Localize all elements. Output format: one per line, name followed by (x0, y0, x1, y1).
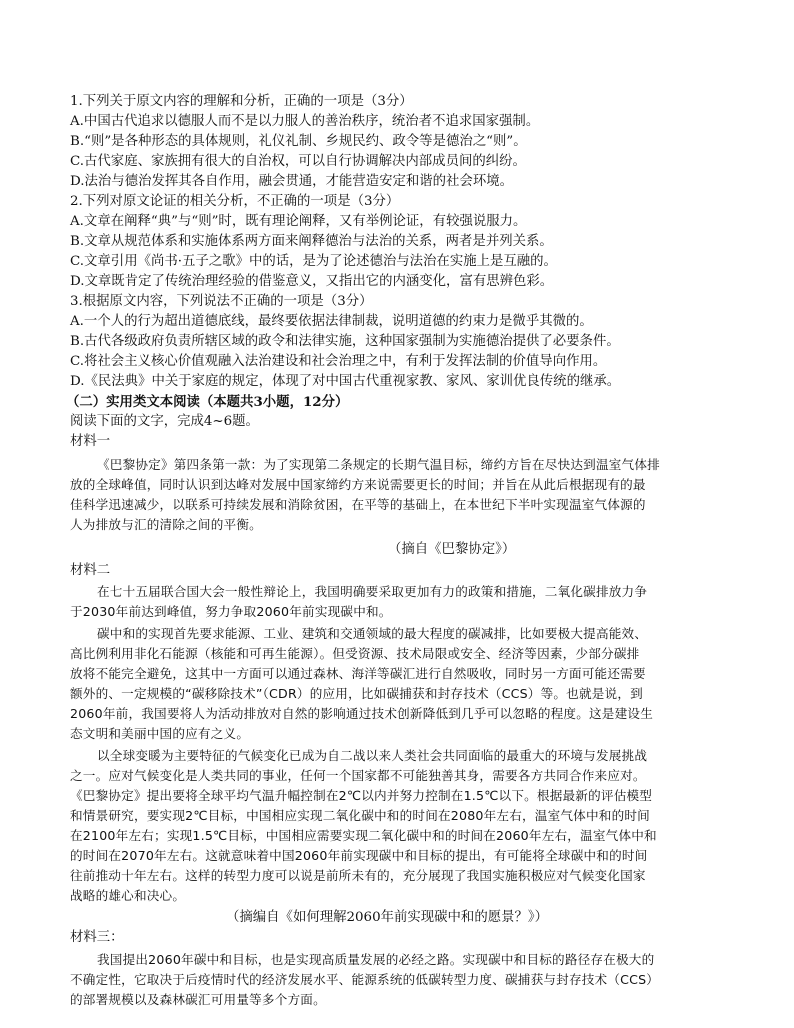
material-3-label: 材料三： (70, 930, 124, 945)
material-2-source: （摘编自《如何理解2060年前实现碳中和的愿景？》） (226, 910, 548, 925)
material-2-paragraph-1-line: 于2030年前达到峰值，努力争取2060年前实现碳中和。 (70, 604, 392, 619)
question-1-option-a: A.中国古代追求以德服人而不是以力服人的善治秩序，统治者不追求国家强制。 (70, 114, 540, 129)
material-2-paragraph-3-line: 战略的雄心和决心。 (70, 888, 186, 903)
question-3-option-c: C.将社会主义核心价值观融入法治建设和社会治理之中，有利于发挥法制的价值导向作用。 (70, 354, 607, 369)
material-1-line: 放的全球峰值，同时认识到达峰对发展中国家缔约方来说需要更长的时间；并旨在从此后根据现有的最 (70, 477, 646, 492)
material-2-paragraph-3-line: 的时间在2070年左右。这就意味着中国2060年前实现碳中和目标的提出，有可能将全球碳中和的时间 (70, 848, 648, 863)
material-2-paragraph-3-line: 之一。应对气候变化是人类共同的事业，任何一个国家都不可能独善其身，需要各方共同合作来应对。 (70, 768, 646, 783)
material-2-paragraph-1-line: 在七十五届联合国大会一般性辩论上，我国明确要采取更加有力的政策和措施，二氧化碳排放力争 (97, 584, 648, 599)
question-3-stem: 3.根据原文内容，下列说法不正确的一项是（3分） (70, 294, 373, 309)
section-heading: （二）实用类文本阅读（本题共3小题，12分） (66, 394, 349, 410)
question-1-option-d: D.法治与德治发挥其各自作用，融会贯通，才能营造安定和谐的社会环境。 (70, 174, 514, 189)
material-3-line: 我国提出2060年碳中和目标，也是实现高质量发展的必经之路。实现碳中和目标的路径存在极大的 (97, 952, 655, 967)
question-2-option-d: D.文章既肯定了传统治理经验的借鉴意义，又指出它的内涵变化，富有思辨色彩。 (70, 274, 554, 289)
material-1-line: 佳科学迅速减少，以联系可持续发展和消除贫困，在平等的基础上，在本世纪下半叶实现温室气体源的 (70, 497, 646, 512)
material-2-paragraph-3-line: 《巴黎协定》提出要将全球平均气温升幅控制在2℃以内并努力控制在1.5℃以下。根据最新的评估模型 (70, 788, 653, 803)
material-2-paragraph-2-line: 高比例利用非化石能源（核能和可再生能源）。但受资源、技术局限或安全、经济等因素，少部分碳排 (70, 646, 640, 661)
material-2-paragraph-3-line: 以全球变暖为主要特征的气候变化已成为自二战以来人类社会共同面临的最重大的环境与发展挑战 (97, 748, 648, 763)
reading-instruction: 阅读下面的文字，完成4~6题。 (70, 414, 259, 429)
material-1-line: 《巴黎协定》第四条第一款：为了实现第二条规定的长期气温目标，缔约方旨在尽快达到温室气体排 (97, 457, 660, 472)
material-3-line: 不确定性，它取决于后疫情时代的经济发展水平、能源系统的低碳转型力度、碳捕获与封存技术（CCS） (70, 972, 660, 987)
question-2-stem: 2.下列对原文论证的相关分析，不正确的一项是（3分） (70, 194, 400, 209)
material-2-paragraph-2-line: 2060年前，我国要将人为活动排放对自然的影响通过技术创新降低到几乎可以忽略的程度。这是建设生 (70, 706, 653, 721)
material-2-paragraph-3-line: 在2100年左右；实现1.5℃目标，中国相应需要实现二氧化碳中和的时间在2060年左右，温室气体中和 (70, 828, 657, 843)
material-1-source: （摘自《巴黎协定》） (388, 542, 516, 557)
material-2-paragraph-2-line: 放将不能完全避免，这其中一方面可以通过森林、海洋等碳汇进行自然吸收，同时另一方面可能还需要 (70, 666, 646, 681)
material-1-label: 材料一 (70, 434, 111, 449)
question-2-option-a: A.文章在阐释“典”与“则”时，既有理论阐释，又有举例论证，有较强说服力。 (70, 214, 527, 229)
material-2-paragraph-2-line: 额外的、一定规模的“碳移除技术”（CDR）的应用，比如碳捕获和封存技术（CCS）等。也就是说，到 (70, 686, 643, 701)
question-3-option-d: D.《民法典》中关于家庭的规定，体现了对中国古代重视家教、家风、家训优良传统的继承。 (70, 374, 621, 389)
question-1-option-c: C.古代家庭、家族拥有很大的自治权，可以自行协调解决内部成员间的纠纷。 (70, 154, 526, 169)
question-1-stem: 1.下列关于原文内容的理解和分析，正确的一项是（3分） (70, 94, 413, 109)
material-3-line: 的部署规模以及森林碳汇可用量等多个方面。 (70, 992, 326, 1007)
material-2-paragraph-2-line: 态文明和美丽中国的应有之义。 (70, 726, 250, 741)
question-2-option-c: C.文章引用《尚书·五子之歌》中的话，是为了论述德治与法治在实施上是互融的。 (70, 254, 557, 269)
material-2-paragraph-3-line: 往前推动十年左右。这样的转型力度可以说是前所未有的，充分展现了我国实施积极应对气候变化国家 (70, 868, 646, 883)
question-3-option-a: A.一个人的行为超出道德底线，最终要依据法律制裁，说明道德的约束力是微乎其微的。 (70, 314, 593, 329)
question-1-option-b: B.“则”是各种形态的具体规则，礼仪礼制、乡规民约、政令等是德治之“则”。 (70, 134, 527, 149)
material-2-paragraph-3-line: 和情景研究，要实现2℃目标，中国相应实现二氧化碳中和的时间在2080年左右，温室气体中和的时间 (70, 808, 650, 823)
material-1-line: 人为排放与汇的清除之间的平衡。 (70, 517, 262, 532)
material-2-label: 材料二 (70, 563, 111, 578)
question-2-option-b: B.文章从规范体系和实施体系两方面来阐释德治与法治的关系，两者是并列关系。 (70, 234, 553, 249)
material-2-paragraph-2-line: 碳中和的实现首先要求能源、工业、建筑和交通领域的最大程度的碳减排，比如要极大提高能效、 (97, 626, 648, 641)
question-3-option-b: B.古代各级政府负责所辖区域的政令和法律实施，这种国家强制为实施德治提供了必要条件。 (70, 334, 620, 349)
